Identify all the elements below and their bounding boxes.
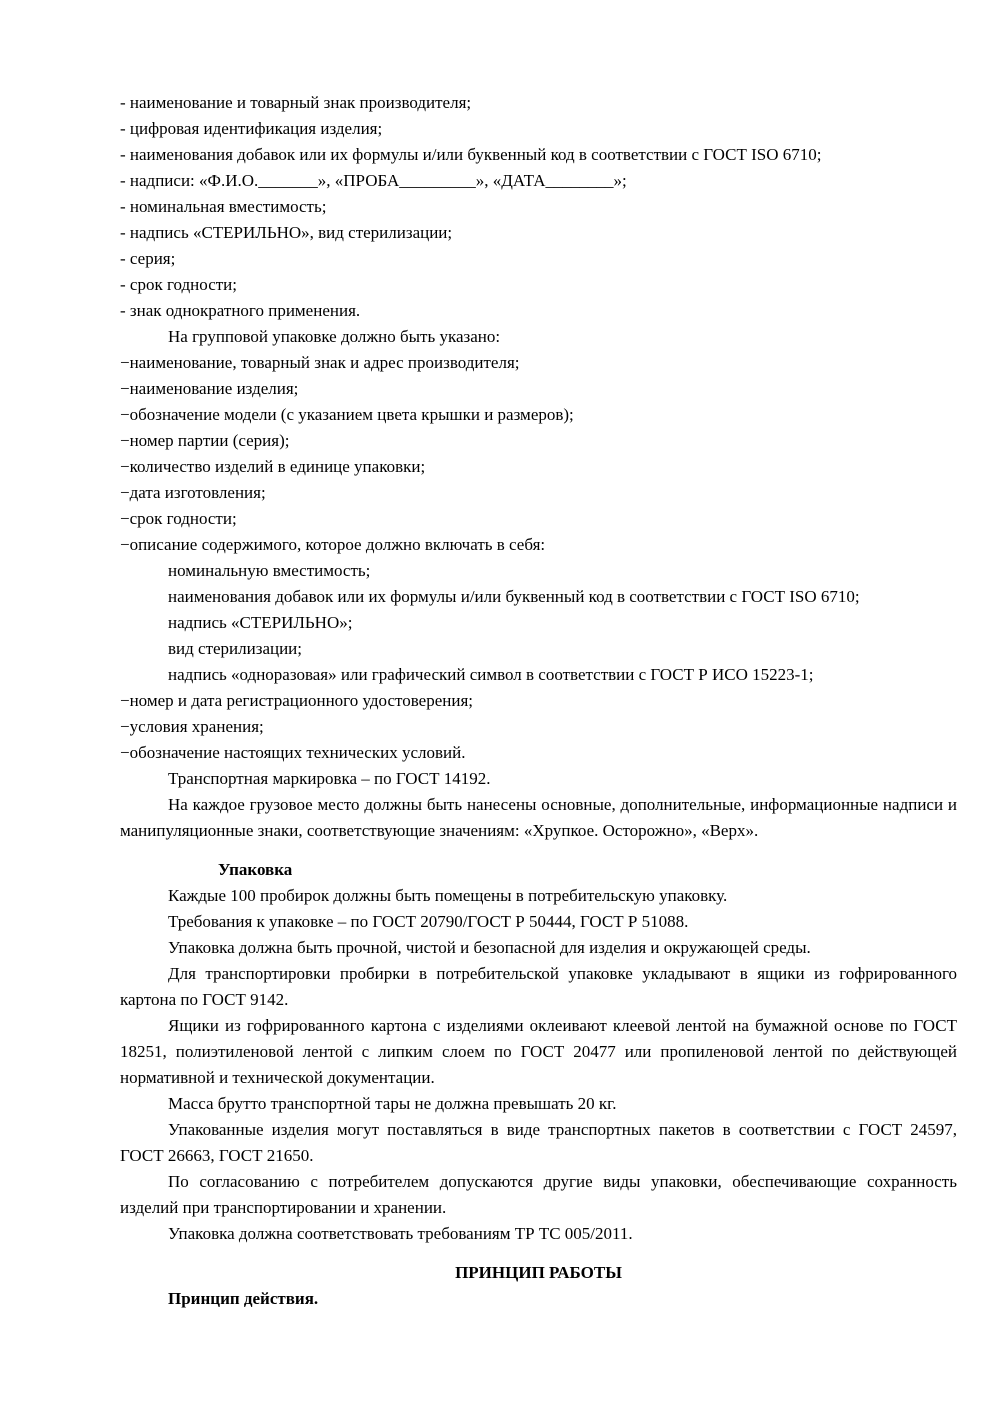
list-item: - серия; [120,249,176,268]
paragraph: Упакованные изделия могут поставляться в виде транспортных пакетов в соответствии с ГОСТ 24597, ГОСТ 26663, ГОСТ 21650. [120,1120,957,1165]
sub-list-item: номинальную вместимость; [168,561,371,580]
subsection-heading-principle-of-action: Принцип действия. [168,1289,319,1308]
paragraph: Каждые 100 пробирок должны быть помещены в потребительскую упаковку. [168,886,728,905]
paragraph: Упаковка должна соответствовать требованиям ТР ТС 005/2011. [168,1224,633,1243]
list-item: −дата изготовления; [120,483,266,502]
list-item: - надписи: «Ф.И.О._______», «ПРОБА_________», «ДАТА________»; [120,171,627,190]
list-item: - цифровая идентификация изделия; [120,119,383,138]
list-item: - знак однократного применения. [120,301,361,320]
sub-list-item: вид стерилизации; [168,639,302,658]
section-heading-principle: ПРИНЦИП РАБОТЫ [455,1263,622,1282]
sub-list-item: надпись «СТЕРИЛЬНО»; [168,613,353,632]
list-item: −обозначение модели (с указанием цвета крышки и размеров); [120,405,574,424]
list-item: - наименование и товарный знак производителя; [120,93,472,112]
list-item: - срок годности; [120,275,237,294]
paragraph: Транспортная маркировка – по ГОСТ 14192. [168,769,491,788]
list-item: - номинальная вместимость; [120,197,327,216]
list-item: −описание содержимого, которое должно включать в себя: [120,535,546,554]
paragraph: Масса брутто транспортной тары не должна превышать 20 кг. [168,1094,617,1113]
paragraph: Упаковка должна быть прочной, чистой и безопасной для изделия и окружающей среды. [168,938,811,957]
sub-list-item: наименования добавок или их формулы и/или буквенный код в соответствии с ГОСТ ISO 6710; [168,587,860,606]
list-item: −наименование, товарный знак и адрес производителя; [120,353,520,372]
paragraph: На групповой упаковке должно быть указано: [168,327,501,346]
paragraph: Для транспортировки пробирки в потребительской упаковке укладывают в ящики из гофрированного картона по ГОСТ 9142. [120,964,957,1009]
section-heading-packaging: Упаковка [218,860,293,879]
list-item: −условия хранения; [120,717,264,736]
paragraph: На каждое грузовое место должны быть нанесены основные, дополнительные, информационные надписи и манипуляционные знаки, соответствующие значениям: «Хрупкое. Осторожно», «Верх». [120,795,957,840]
paragraph: По согласованию с потребителем допускаются другие виды упаковки, обеспечивающие сохранность изделий при транспортировании и хранении. [120,1172,957,1217]
list-item: −наименование изделия; [120,379,299,398]
paragraph: Ящики из гофрированного картона с изделиями оклеивают клеевой лентой на бумажной основе по ГОСТ 18251, полиэтиленовой лентой с липким слоем по ГОСТ 20477 или пропиленовой лентой по действующей нормативной и технической документации. [120,1016,957,1087]
list-item: −срок годности; [120,509,237,528]
list-item: −номер партии (серия); [120,431,290,450]
list-item: - надпись «СТЕРИЛЬНО», вид стерилизации; [120,223,453,242]
list-item: −обозначение настоящих технических условий. [120,743,466,762]
paragraph: Требования к упаковке – по ГОСТ 20790/ГОСТ Р 50444, ГОСТ Р 51088. [168,912,689,931]
list-item: −количество изделий в единице упаковки; [120,457,426,476]
list-item: −номер и дата регистрационного удостоверения; [120,691,473,710]
sub-list-item: надпись «одноразовая» или графический символ в соответствии с ГОСТ Р ИСО 15223-1; [168,665,814,684]
list-item: - наименования добавок или их формулы и/или буквенный код в соответствии с ГОСТ ISO 6710; [120,145,822,164]
